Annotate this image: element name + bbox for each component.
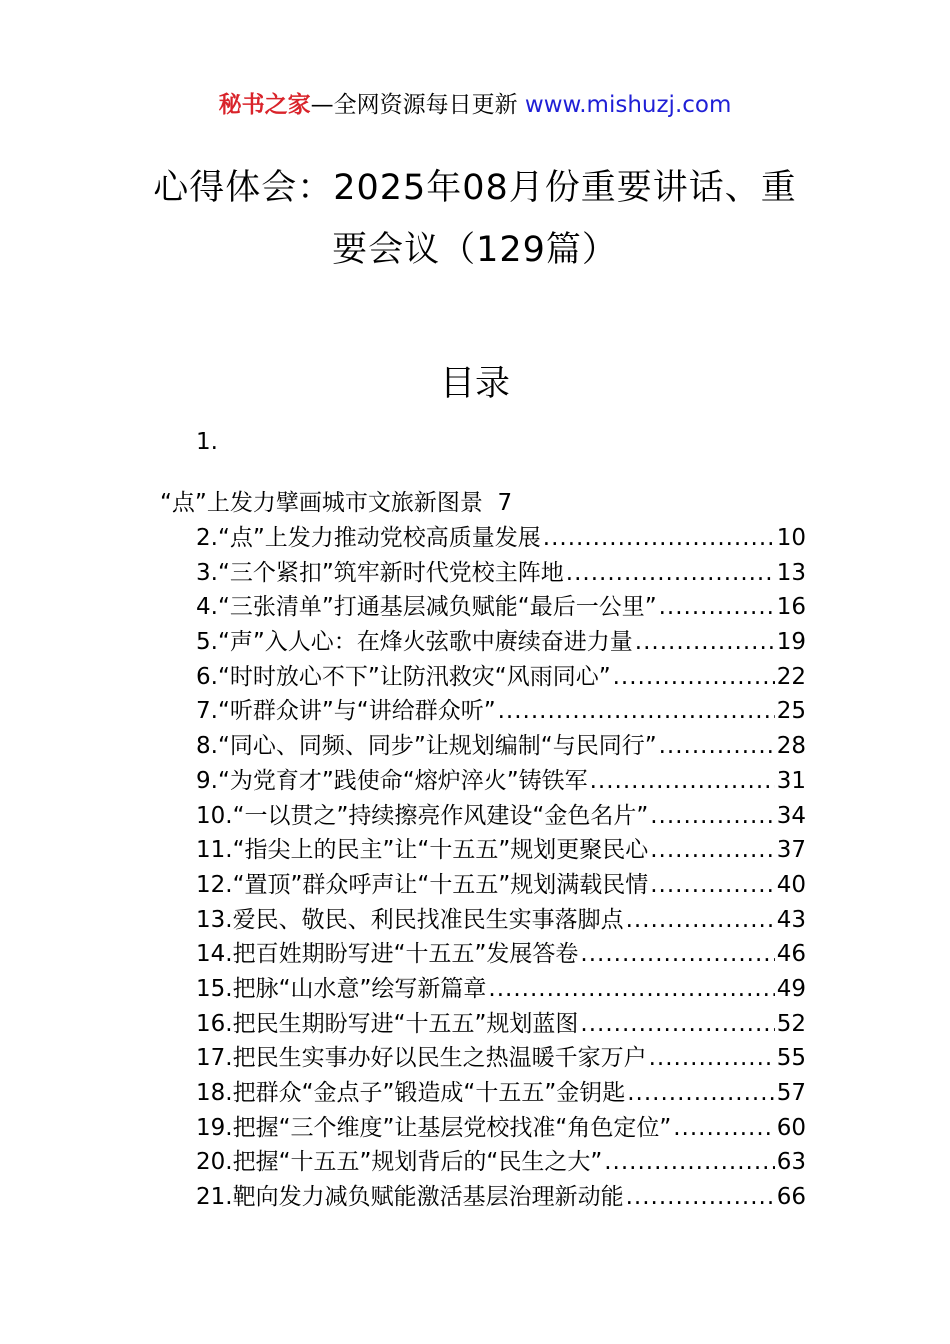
toc-entry-text: 2.“点”上发力推动党校高质量发展 <box>196 525 541 551</box>
toc-entry[interactable] <box>196 833 806 868</box>
toc-entry[interactable] <box>196 625 806 660</box>
toc-entry-text: 10.“一以贯之”持续擦亮作风建设“金色名片” <box>196 802 649 829</box>
toc-entry-page: 40 <box>776 871 806 898</box>
toc-leader-dots <box>590 764 775 799</box>
toc-entry[interactable] <box>196 521 806 556</box>
toc-entry-page: 46 <box>776 941 806 968</box>
toc-entry-page: 16 <box>776 594 806 621</box>
toc-entry-text: 17.把民生实事办好以民生之热温暖千家万户 <box>196 1045 647 1072</box>
toc-entry-text: 7.“听群众讲”与“讲给群众听” <box>196 698 496 725</box>
toc-entry-page: 19 <box>776 629 806 656</box>
toc-entry-page: 22 <box>776 663 806 690</box>
toc-entry[interactable] <box>196 1180 806 1215</box>
toc-entry-page: 25 <box>776 698 806 725</box>
toc-entry[interactable] <box>196 1111 806 1146</box>
toc-entry-page: 34 <box>776 802 806 829</box>
toc-entry-text: 14.把百姓期盼写进“十五五”发展答卷 <box>196 941 579 968</box>
toc-entry-text: 5.“声”入人心：在烽火弦歌中赓续奋进力量 <box>196 629 633 656</box>
toc-leader-dots <box>649 1041 775 1076</box>
toc-entry-page: 10 <box>776 525 806 551</box>
toc-leader-dots <box>650 833 774 868</box>
toc-entry[interactable] <box>196 868 806 903</box>
toc-entry[interactable] <box>196 660 806 695</box>
toc-entry-1-page: 7 <box>497 490 513 516</box>
toc-entry[interactable] <box>196 1076 806 1111</box>
toc-entry-page: 60 <box>776 1114 806 1141</box>
toc-leader-dots <box>650 868 774 903</box>
toc-entry-page: 31 <box>776 767 806 794</box>
toc-entry[interactable] <box>196 1145 806 1180</box>
toc-entry-text: 18.把群众“金点子”锻造成“十五五”金钥匙 <box>196 1080 626 1106</box>
toc-entry-text: 4.“三张清单”打通基层减负赋能“最后一公里” <box>196 594 657 621</box>
toc-entry[interactable] <box>196 903 806 938</box>
toc-leader-dots <box>673 1111 774 1146</box>
toc-entry-page: 43 <box>776 906 806 933</box>
document-title <box>100 157 850 281</box>
toc-entry[interactable] <box>196 590 806 625</box>
toc-leader-dots <box>626 1180 775 1215</box>
toc-entry-page: 66 <box>776 1184 806 1211</box>
toc-entry-text: 6.“时时放心不下”让防汛救灾“风雨同心” <box>196 663 611 690</box>
toc-entry-text: 9.“为党育才”践使命“熔炉淬火”铸铁军 <box>196 767 588 794</box>
toc-entry[interactable] <box>196 1041 806 1076</box>
toc-entry[interactable] <box>196 729 806 764</box>
toc-leader-dots <box>580 1007 774 1042</box>
toc-leader-dots <box>488 972 774 1007</box>
toc-entry-text: 21.靶向发力减负赋能激活基层治理新动能 <box>196 1184 624 1211</box>
toc-leader-dots <box>650 799 774 834</box>
toc-entry-list <box>196 521 806 1215</box>
toc-leader-dots <box>543 521 775 556</box>
site-url-link[interactable]: www.mishuzj.com <box>524 92 732 118</box>
toc-entry-text: 13.爱民、敬民、利民找准民生实事落脚点 <box>196 906 624 933</box>
toc-entry-page: 55 <box>776 1045 806 1072</box>
title-line-1: 心得体会：2025年08月份重要讲话、重 <box>153 168 797 208</box>
toc-leader-dots <box>566 556 775 591</box>
toc-entry[interactable] <box>196 972 806 1007</box>
toc-entry[interactable] <box>196 937 806 972</box>
toc-entry-page: 63 <box>776 1149 806 1176</box>
toc-entry-text: 11.“指尖上的民主”让“十五五”规划更聚民心 <box>196 837 649 864</box>
toc-leader-dots <box>635 625 775 660</box>
header-tagline: —全网资源每日更新 <box>310 92 525 118</box>
toc-leader-dots <box>613 660 775 695</box>
toc-entry-text: 3.“三个紧扣”筑牢新时代党校主阵地 <box>196 559 564 586</box>
toc-entry[interactable] <box>196 799 806 834</box>
brand-name: 秘书之家 <box>218 92 311 118</box>
title-line-2: 要会议（129篇） <box>332 230 618 270</box>
toc-entry-text: 15.把脉“山水意”绘写新篇章 <box>196 975 487 1002</box>
site-header <box>0 88 950 122</box>
toc-entry-page: 13 <box>776 559 806 586</box>
toc-entry-1[interactable] <box>160 486 512 520</box>
toc-entry-page: 57 <box>776 1080 806 1106</box>
toc-entry-page: 49 <box>776 975 806 1002</box>
toc-entry[interactable] <box>196 1007 806 1042</box>
toc-entry-text: 20.把握“十五五”规划背后的“民生之大” <box>196 1149 603 1176</box>
toc-entry[interactable] <box>196 764 806 799</box>
toc-entry-1-number: 1. <box>196 429 218 455</box>
toc-entry-text: 12.“置顶”群众呼声让“十五五”规划满载民情 <box>196 871 649 898</box>
toc-leader-dots <box>604 1145 774 1180</box>
toc-leader-dots <box>626 903 775 938</box>
toc-entry[interactable] <box>196 694 806 729</box>
toc-leader-dots <box>659 729 775 764</box>
toc-entry-1-text: “点”上发力擘画城市文旅新图景 <box>160 490 483 516</box>
toc-entry-text: 8.“同心、同频、同步”让规划编制“与民同行” <box>196 733 657 760</box>
toc-entry-page: 37 <box>776 837 806 864</box>
toc-leader-dots <box>627 1076 774 1111</box>
toc-entry[interactable] <box>196 556 806 591</box>
toc-leader-dots <box>659 590 775 625</box>
toc-entry-page: 28 <box>776 733 806 760</box>
toc-entry-page: 52 <box>776 1010 806 1037</box>
toc-entry-text: 19.把握“三个维度”让基层党校找准“角色定位” <box>196 1114 672 1141</box>
toc-heading: 目录 <box>439 364 510 404</box>
toc-entry-text: 16.把民生期盼写进“十五五”规划蓝图 <box>196 1010 579 1037</box>
toc-leader-dots <box>498 694 775 729</box>
toc-leader-dots <box>580 937 774 972</box>
